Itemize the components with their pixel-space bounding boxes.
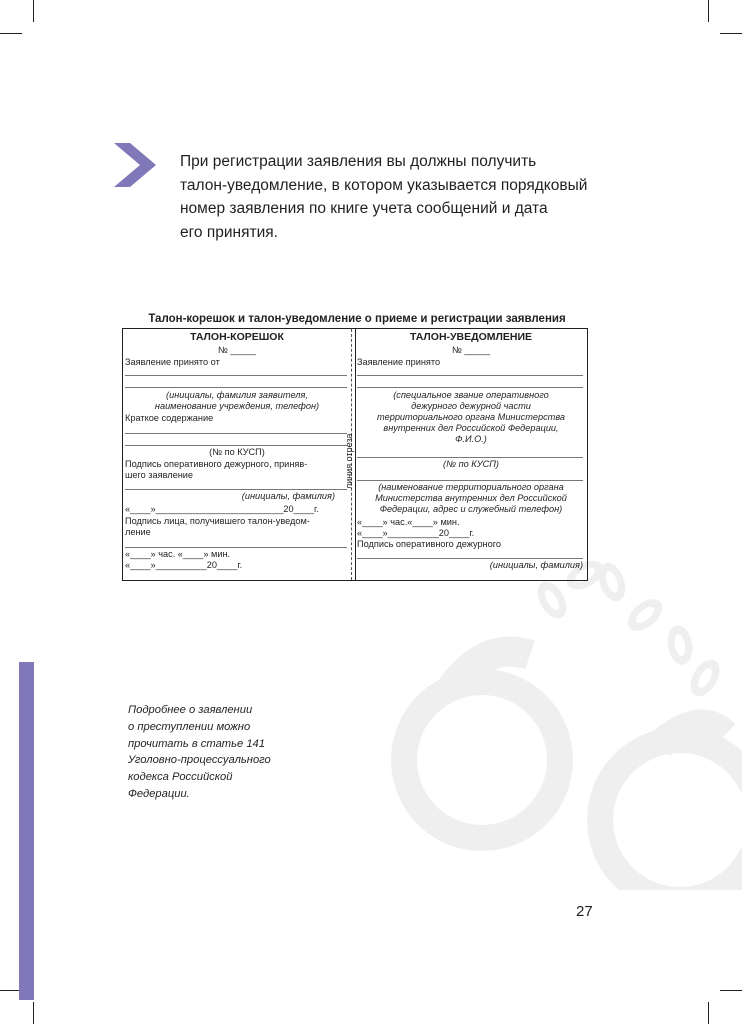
blank-line — [125, 489, 347, 490]
applicant-hint: наименование учреждения, телефон) — [154, 401, 320, 411]
registration-form — [122, 328, 588, 581]
duty-sign: Подпись оперативного дежурного, приняв- — [125, 459, 308, 469]
org-hint: Министерства внутренних дел Российской — [375, 493, 567, 503]
note-line: Подробнее о заявлении — [128, 704, 253, 716]
note-line: кодекса Российской — [128, 771, 233, 784]
intro-line: номер заявления по книге учета сообщений и дата — [180, 200, 548, 217]
notification-heading: ТАЛОН-УВЕДОМЛЕНИЕ — [409, 331, 533, 343]
intro-line: его принятия. — [180, 223, 278, 241]
notification-duty-sign: Подпись оперативного дежурного — [357, 539, 501, 549]
blank-line — [357, 375, 583, 376]
stub-initials: (инициалы, фамилия) — [241, 491, 335, 501]
blank-line — [125, 547, 347, 548]
blank-line — [357, 457, 583, 458]
notification-column — [355, 329, 587, 580]
officer-hint: дежурного дежурной части — [411, 401, 531, 411]
stub-summary: Краткое содержание — [125, 413, 214, 423]
officer-hint: территориального органа Министерства — [376, 412, 566, 422]
org-hint: (наименование территориального органа — [378, 482, 564, 492]
blank-line — [357, 480, 583, 481]
note-line: прочитать в статье 141 — [128, 737, 265, 750]
applicant-hint: (инициалы, фамилия заявителя, — [166, 390, 308, 400]
blank-line — [125, 433, 347, 434]
chevron-right-icon — [114, 143, 156, 187]
blank-line — [125, 387, 347, 388]
note-text — [128, 702, 271, 803]
duty-sign: шего заявление — [125, 470, 194, 480]
handcuffs-icon — [380, 560, 742, 890]
receiver-sign: ление — [125, 527, 151, 537]
cut-line-label: линия отреза — [344, 433, 354, 489]
note-line: Уголовно-процессуального — [128, 754, 271, 767]
officer-hint: Ф.И.О.) — [455, 434, 487, 444]
notification-date-line: «____»__________20____г. — [357, 528, 475, 538]
intro-line: При регистрации заявления вы должны получить — [180, 153, 537, 170]
page-number: 27 — [576, 903, 593, 920]
officer-hint: внутренних дел Российской Федерации, — [383, 423, 559, 433]
blank-line — [357, 387, 583, 388]
stub-date-line: «____»__________20____г. — [125, 560, 243, 570]
notification-initials: (инициалы, фамилия) — [489, 560, 583, 570]
notification-kusp: (№ по КУСП) — [443, 459, 499, 469]
crop-mark — [720, 33, 742, 34]
stub-kusp: (№ по КУСП) — [209, 447, 265, 457]
stub-date-line: «____»_________________________20____г. — [125, 504, 319, 514]
notification-received: Заявление принято — [357, 357, 441, 367]
blank-line — [125, 375, 347, 376]
crop-mark — [33, 1002, 34, 1024]
intro-line: талон-уведомление, в котором указывается порядковый — [180, 176, 588, 194]
note-line: о преступлении можно — [128, 720, 251, 733]
crop-mark — [720, 990, 742, 991]
accent-sidebar — [19, 662, 34, 1000]
note-line: Федерации. — [128, 787, 190, 800]
crop-mark — [33, 0, 34, 22]
crop-mark — [708, 0, 709, 22]
crop-mark — [708, 1002, 709, 1024]
notification-number: № _____ — [452, 345, 490, 355]
stub-column — [123, 329, 351, 580]
org-hint: Федерации, адрес и служебный телефон) — [379, 504, 563, 514]
form-title: Талон-корешок и талон-уведомление о приеме и регистрации заявления — [148, 313, 566, 325]
officer-hint: (специальное звание оперативного — [393, 390, 549, 400]
notification-time-line: «____» час.«____» мин. — [357, 517, 460, 527]
stub-heading: ТАЛОН-КОРЕШОК — [190, 331, 284, 343]
stub-time-line: «____» час. «____» мин. — [125, 549, 231, 559]
receiver-sign: Подпись лица, получившего талон-уведом- — [125, 516, 310, 526]
stub-received-from: Заявление принято от — [125, 357, 220, 367]
intro-text — [180, 150, 610, 244]
crop-mark — [0, 33, 22, 34]
stub-number: № _____ — [218, 345, 256, 355]
blank-line — [357, 558, 583, 559]
blank-line — [125, 445, 347, 446]
